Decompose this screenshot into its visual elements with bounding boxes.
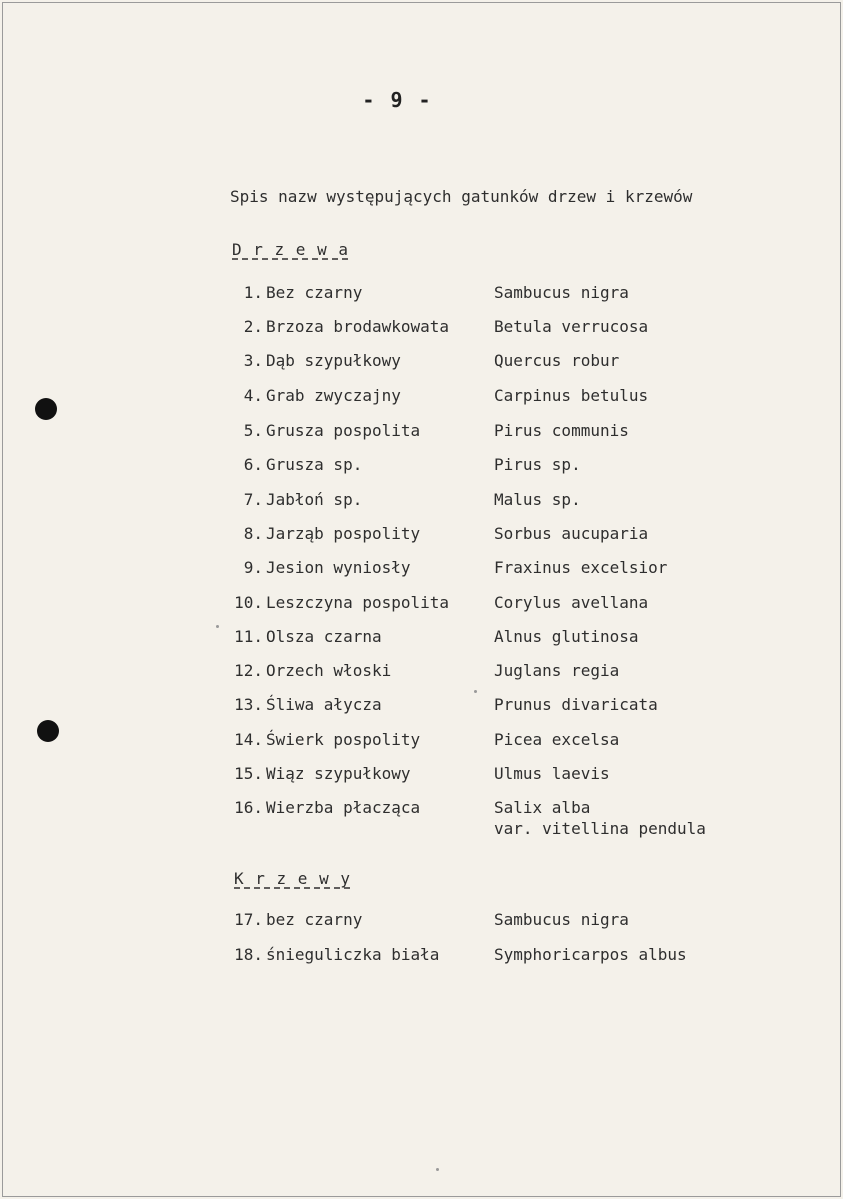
polish-name: Jesion wyniosły [266, 558, 411, 577]
item-number: 2. [243, 317, 263, 336]
latin-name: Corylus avellana [494, 593, 649, 612]
punch-hole [37, 720, 59, 742]
list-item [0, 764, 843, 798]
list-item [0, 524, 843, 558]
latin-name: Juglans regia [494, 661, 620, 680]
latin-name: Prunus divaricata [494, 695, 658, 714]
latin-name: Pirus sp. [494, 455, 581, 474]
paper-speck [474, 690, 477, 693]
list-item [0, 351, 843, 385]
latin-name: Betula verrucosa [494, 317, 649, 336]
latin-name: Ulmus laevis [494, 764, 610, 783]
list-item [0, 661, 843, 695]
item-number: 18. [234, 945, 263, 964]
list-item [0, 695, 843, 729]
polish-name: Bez czarny [266, 283, 363, 302]
latin-name: Sambucus nigra [494, 910, 629, 929]
item-number: 7. [243, 490, 263, 509]
polish-name: Wiąz szypułkowy [266, 764, 411, 783]
item-number: 9. [243, 558, 263, 577]
latin-name: Carpinus betulus [494, 386, 649, 405]
page-title: Spis nazw występujących gatunków drzew i krzewów [230, 187, 693, 206]
list-item [0, 593, 843, 627]
polish-name: Dąb szypułkowy [266, 351, 401, 370]
page-number: - 9 - [362, 88, 433, 112]
latin-name: Pirus communis [494, 421, 629, 440]
item-number: 10. [234, 593, 263, 612]
punch-hole [35, 398, 57, 420]
item-number: 12. [234, 661, 263, 680]
polish-name: Grusza pospolita [266, 421, 421, 440]
list-item [0, 798, 843, 844]
polish-name: Olsza czarna [266, 627, 382, 646]
item-number: 14. [234, 730, 263, 749]
latin-name: Sambucus nigra [494, 283, 629, 302]
latin-name: Salix alba [494, 798, 591, 817]
paper-speck [216, 625, 219, 628]
section-heading-trees: D r z e w a [232, 240, 349, 259]
list-item [0, 945, 843, 979]
polish-name: Grab zwyczajny [266, 386, 401, 405]
latin-name: Symphoricarpos albus [494, 945, 687, 964]
latin-name: Sorbus aucuparia [494, 524, 649, 543]
polish-name: bez czarny [266, 910, 363, 929]
latin-name: Alnus glutinosa [494, 627, 639, 646]
latin-name: Quercus robur [494, 351, 620, 370]
polish-name: Jabłoń sp. [266, 490, 363, 509]
polish-name: Orzech włoski [266, 661, 392, 680]
item-number: 8. [243, 524, 263, 543]
latin-name: Fraxinus excelsior [494, 558, 668, 577]
polish-name: śnieguliczka biała [266, 945, 440, 964]
item-number: 5. [243, 421, 263, 440]
list-item [0, 730, 843, 764]
list-item [0, 283, 843, 317]
item-number: 15. [234, 764, 263, 783]
list-item [0, 455, 843, 489]
polish-name: Świerk pospolity [266, 730, 421, 749]
list-item [0, 490, 843, 524]
list-item [0, 558, 843, 592]
polish-name: Śliwa ałycza [266, 695, 382, 714]
paper-speck [436, 1168, 439, 1171]
polish-name: Jarząb pospolity [266, 524, 421, 543]
item-number: 16. [234, 798, 263, 817]
item-number: 17. [234, 910, 263, 929]
item-number: 6. [243, 455, 263, 474]
polish-name: Leszczyna pospolita [266, 593, 450, 612]
item-number: 4. [243, 386, 263, 405]
latin-name: Picea excelsa [494, 730, 620, 749]
latin-name-variety: var. vitellina pendula [494, 819, 706, 838]
item-number: 11. [234, 627, 263, 646]
item-number: 3. [243, 351, 263, 370]
polish-name: Brzoza brodawkowata [266, 317, 450, 336]
item-number: 1. [243, 283, 263, 302]
list-item [0, 386, 843, 420]
list-item [0, 910, 843, 944]
item-number: 13. [234, 695, 263, 714]
latin-name: Malus sp. [494, 490, 581, 509]
list-item [0, 421, 843, 455]
list-item [0, 317, 843, 351]
section-heading-shrubs: K r z e w y [234, 869, 351, 888]
polish-name: Wierzba płacząca [266, 798, 421, 817]
list-item [0, 627, 843, 661]
polish-name: Grusza sp. [266, 455, 363, 474]
